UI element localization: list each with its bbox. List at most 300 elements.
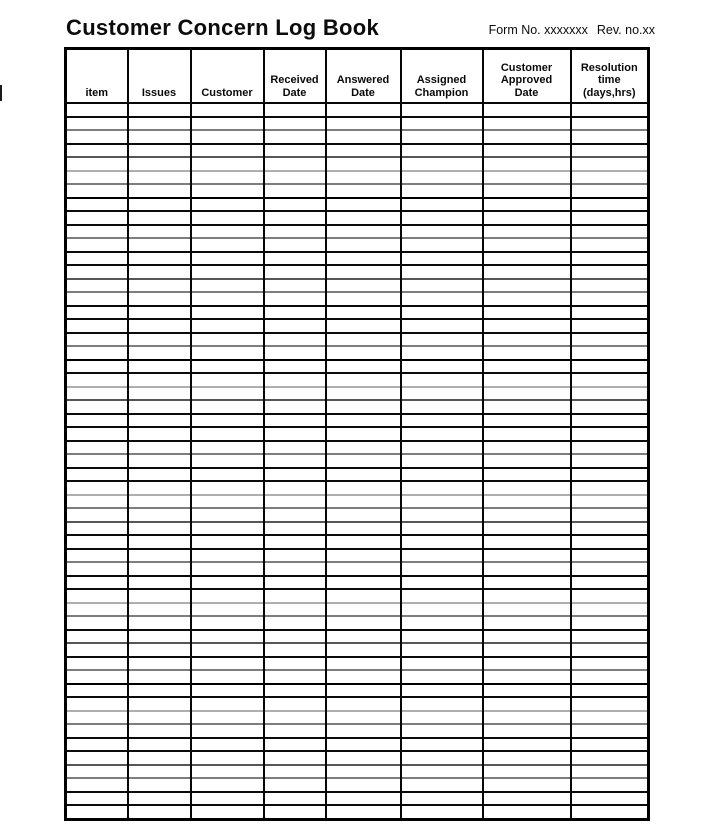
log-cell-resolution-time: [571, 252, 649, 266]
log-cell-customer: [191, 468, 264, 482]
log-cell-assigned-champion: [401, 724, 483, 738]
log-cell-issues: [128, 778, 191, 792]
revision-number: Rev. no.xx: [596, 23, 655, 37]
log-cell-item: [66, 346, 128, 360]
log-cell-resolution-time: [571, 657, 649, 671]
log-cell-item: [66, 414, 128, 428]
log-row-29: [66, 481, 649, 495]
log-row-18: [66, 333, 649, 347]
log-cell-received-date: [264, 265, 326, 279]
log-row-39: [66, 616, 649, 630]
log-cell-customer: [191, 535, 264, 549]
log-cell-customer-approved-date: [483, 238, 571, 252]
log-cell-answered-date: [326, 508, 401, 522]
log-row-14: [66, 279, 649, 293]
log-cell-answered-date: [326, 805, 401, 819]
column-header-line: Assigned: [416, 74, 467, 86]
log-cell-customer: [191, 360, 264, 374]
log-cell-resolution-time: [571, 333, 649, 347]
log-cell-customer: [191, 238, 264, 252]
log-cell-issues: [128, 751, 191, 765]
column-header-answered-date: [326, 49, 401, 104]
log-cell-customer-approved-date: [483, 400, 571, 414]
log-cell-customer-approved-date: [483, 427, 571, 441]
log-row-50: [66, 765, 649, 779]
log-cell-item: [66, 508, 128, 522]
page-title: Customer Concern Log Book: [66, 15, 380, 40]
log-cell-item: [66, 306, 128, 320]
log-cell-answered-date: [326, 724, 401, 738]
log-cell-issues: [128, 441, 191, 455]
log-row-46: [66, 711, 649, 725]
log-cell-customer: [191, 441, 264, 455]
log-cell-issues: [128, 306, 191, 320]
log-cell-answered-date: [326, 643, 401, 657]
log-cell-received-date: [264, 346, 326, 360]
log-cell-issues: [128, 252, 191, 266]
log-cell-answered-date: [326, 657, 401, 671]
log-cell-customer: [191, 171, 264, 185]
log-cell-customer: [191, 400, 264, 414]
log-cell-customer-approved-date: [483, 373, 571, 387]
log-cell-answered-date: [326, 292, 401, 306]
log-cell-resolution-time: [571, 414, 649, 428]
log-cell-assigned-champion: [401, 157, 483, 171]
log-cell-issues: [128, 549, 191, 563]
log-row-48: [66, 738, 649, 752]
log-cell-assigned-champion: [401, 684, 483, 698]
log-cell-resolution-time: [571, 198, 649, 212]
column-header-line: Approved: [500, 74, 553, 86]
log-cell-received-date: [264, 306, 326, 320]
log-cell-item: [66, 265, 128, 279]
log-cell-resolution-time: [571, 792, 649, 806]
log-cell-issues: [128, 711, 191, 725]
log-cell-item: [66, 724, 128, 738]
log-cell-item: [66, 576, 128, 590]
log-cell-resolution-time: [571, 643, 649, 657]
log-cell-item: [66, 670, 128, 684]
log-cell-resolution-time: [571, 616, 649, 630]
log-cell-answered-date: [326, 468, 401, 482]
log-cell-answered-date: [326, 171, 401, 185]
log-row-52: [66, 792, 649, 806]
log-cell-customer-approved-date: [483, 616, 571, 630]
log-cell-received-date: [264, 238, 326, 252]
log-cell-answered-date: [326, 711, 401, 725]
log-row-53: [66, 805, 649, 819]
log-cell-assigned-champion: [401, 643, 483, 657]
log-cell-answered-date: [326, 117, 401, 131]
log-cell-item: [66, 211, 128, 225]
log-cell-answered-date: [326, 481, 401, 495]
log-cell-customer-approved-date: [483, 387, 571, 401]
log-cell-assigned-champion: [401, 751, 483, 765]
log-cell-customer: [191, 589, 264, 603]
log-cell-customer-approved-date: [483, 522, 571, 536]
log-cell-received-date: [264, 576, 326, 590]
log-cell-customer: [191, 211, 264, 225]
log-cell-assigned-champion: [401, 481, 483, 495]
log-row-45: [66, 697, 649, 711]
log-cell-item: [66, 684, 128, 698]
log-cell-received-date: [264, 481, 326, 495]
log-cell-answered-date: [326, 414, 401, 428]
log-cell-assigned-champion: [401, 792, 483, 806]
log-cell-answered-date: [326, 454, 401, 468]
log-cell-customer-approved-date: [483, 468, 571, 482]
log-cell-customer-approved-date: [483, 103, 571, 117]
log-cell-customer-approved-date: [483, 306, 571, 320]
log-cell-received-date: [264, 373, 326, 387]
log-cell-issues: [128, 279, 191, 293]
log-cell-item: [66, 157, 128, 171]
log-cell-resolution-time: [571, 778, 649, 792]
log-cell-customer: [191, 225, 264, 239]
log-cell-answered-date: [326, 670, 401, 684]
log-cell-received-date: [264, 751, 326, 765]
column-header-customer-approved-date: [483, 49, 571, 104]
column-header-line: Champion: [414, 86, 469, 99]
log-row-37: [66, 589, 649, 603]
log-cell-received-date: [264, 738, 326, 752]
log-cell-customer-approved-date: [483, 643, 571, 657]
log-cell-customer-approved-date: [483, 670, 571, 684]
log-row-34: [66, 549, 649, 563]
log-cell-received-date: [264, 198, 326, 212]
log-cell-issues: [128, 495, 191, 509]
log-cell-item: [66, 292, 128, 306]
log-cell-customer: [191, 670, 264, 684]
column-header-line: (days,hrs): [582, 86, 636, 99]
log-cell-resolution-time: [571, 387, 649, 401]
log-row-31: [66, 508, 649, 522]
log-cell-answered-date: [326, 279, 401, 293]
log-cell-resolution-time: [571, 319, 649, 333]
log-row-6: [66, 171, 649, 185]
log-cell-customer-approved-date: [483, 697, 571, 711]
log-cell-customer-approved-date: [483, 117, 571, 131]
log-cell-resolution-time: [571, 589, 649, 603]
log-cell-item: [66, 711, 128, 725]
log-cell-item: [66, 117, 128, 131]
log-cell-customer: [191, 508, 264, 522]
log-cell-received-date: [264, 589, 326, 603]
log-row-1: [66, 103, 649, 117]
log-cell-resolution-time: [571, 157, 649, 171]
log-cell-resolution-time: [571, 751, 649, 765]
log-cell-customer-approved-date: [483, 171, 571, 185]
log-cell-customer-approved-date: [483, 481, 571, 495]
log-cell-received-date: [264, 333, 326, 347]
log-cell-item: [66, 603, 128, 617]
log-cell-customer-approved-date: [483, 157, 571, 171]
log-cell-item: [66, 765, 128, 779]
log-cell-resolution-time: [571, 279, 649, 293]
log-cell-issues: [128, 765, 191, 779]
log-cell-assigned-champion: [401, 630, 483, 644]
log-row-11: [66, 238, 649, 252]
log-cell-received-date: [264, 697, 326, 711]
log-cell-received-date: [264, 711, 326, 725]
log-cell-issues: [128, 643, 191, 657]
log-cell-customer: [191, 454, 264, 468]
log-cell-issues: [128, 630, 191, 644]
column-header-line: item: [85, 86, 109, 99]
column-header-line: time: [597, 74, 621, 86]
log-cell-customer: [191, 184, 264, 198]
log-cell-answered-date: [326, 778, 401, 792]
log-cell-assigned-champion: [401, 657, 483, 671]
log-cell-resolution-time: [571, 306, 649, 320]
log-cell-item: [66, 778, 128, 792]
column-header-customer: [191, 49, 264, 104]
log-cell-assigned-champion: [401, 252, 483, 266]
log-cell-customer: [191, 117, 264, 131]
log-cell-item: [66, 657, 128, 671]
log-cell-received-date: [264, 535, 326, 549]
log-cell-received-date: [264, 778, 326, 792]
log-cell-received-date: [264, 616, 326, 630]
log-cell-item: [66, 184, 128, 198]
log-cell-customer: [191, 279, 264, 293]
log-cell-item: [66, 792, 128, 806]
log-cell-answered-date: [326, 184, 401, 198]
log-cell-answered-date: [326, 360, 401, 374]
log-cell-item: [66, 333, 128, 347]
log-cell-answered-date: [326, 589, 401, 603]
log-cell-customer-approved-date: [483, 724, 571, 738]
log-cell-item: [66, 279, 128, 293]
log-cell-customer-approved-date: [483, 603, 571, 617]
column-header-line: Issues: [141, 86, 177, 99]
log-cell-item: [66, 643, 128, 657]
log-cell-customer-approved-date: [483, 211, 571, 225]
log-cell-item: [66, 616, 128, 630]
column-header-line: Customer: [201, 86, 253, 99]
log-row-36: [66, 576, 649, 590]
log-cell-resolution-time: [571, 630, 649, 644]
log-cell-customer: [191, 414, 264, 428]
log-cell-customer: [191, 333, 264, 347]
log-cell-assigned-champion: [401, 306, 483, 320]
log-row-10: [66, 225, 649, 239]
log-row-38: [66, 603, 649, 617]
log-cell-issues: [128, 171, 191, 185]
log-row-33: [66, 535, 649, 549]
log-cell-resolution-time: [571, 481, 649, 495]
log-cell-answered-date: [326, 603, 401, 617]
log-cell-answered-date: [326, 373, 401, 387]
log-cell-customer-approved-date: [483, 751, 571, 765]
log-cell-issues: [128, 805, 191, 819]
log-cell-issues: [128, 670, 191, 684]
log-cell-customer: [191, 724, 264, 738]
log-cell-issues: [128, 238, 191, 252]
log-cell-assigned-champion: [401, 778, 483, 792]
log-row-27: [66, 454, 649, 468]
log-cell-answered-date: [326, 333, 401, 347]
log-row-12: [66, 252, 649, 266]
log-cell-issues: [128, 184, 191, 198]
log-cell-received-date: [264, 562, 326, 576]
log-cell-resolution-time: [571, 697, 649, 711]
column-header-issues: [128, 49, 191, 104]
log-cell-customer-approved-date: [483, 711, 571, 725]
log-cell-assigned-champion: [401, 576, 483, 590]
log-cell-customer-approved-date: [483, 562, 571, 576]
log-row-7: [66, 184, 649, 198]
log-cell-item: [66, 387, 128, 401]
log-cell-item: [66, 549, 128, 563]
log-cell-received-date: [264, 211, 326, 225]
column-header-line: Date: [351, 86, 375, 99]
log-cell-item: [66, 738, 128, 752]
log-cell-assigned-champion: [401, 468, 483, 482]
log-cell-received-date: [264, 387, 326, 401]
log-cell-resolution-time: [571, 117, 649, 131]
column-header-assigned-champion: [401, 49, 483, 104]
log-cell-resolution-time: [571, 711, 649, 725]
log-cell-resolution-time: [571, 576, 649, 590]
log-cell-issues: [128, 360, 191, 374]
column-header-resolution-time: [571, 49, 649, 104]
log-cell-issues: [128, 603, 191, 617]
form-meta: [489, 23, 655, 37]
log-cell-customer-approved-date: [483, 184, 571, 198]
column-header-line: Resolution: [580, 61, 638, 74]
column-header-item: [66, 49, 128, 104]
log-cell-customer: [191, 616, 264, 630]
log-row-8: [66, 198, 649, 212]
log-cell-item: [66, 373, 128, 387]
log-cell-answered-date: [326, 130, 401, 144]
log-cell-customer: [191, 103, 264, 117]
log-cell-issues: [128, 265, 191, 279]
log-cell-item: [66, 198, 128, 212]
log-cell-item: [66, 144, 128, 158]
log-cell-assigned-champion: [401, 522, 483, 536]
log-cell-issues: [128, 697, 191, 711]
log-cell-issues: [128, 508, 191, 522]
log-cell-resolution-time: [571, 346, 649, 360]
log-cell-customer: [191, 481, 264, 495]
log-cell-issues: [128, 144, 191, 158]
log-cell-resolution-time: [571, 144, 649, 158]
log-cell-item: [66, 252, 128, 266]
log-cell-customer: [191, 130, 264, 144]
log-cell-assigned-champion: [401, 225, 483, 239]
log-cell-assigned-champion: [401, 616, 483, 630]
log-cell-received-date: [264, 441, 326, 455]
log-cell-issues: [128, 103, 191, 117]
log-cell-resolution-time: [571, 211, 649, 225]
log-cell-answered-date: [326, 211, 401, 225]
log-cell-customer-approved-date: [483, 198, 571, 212]
log-cell-resolution-time: [571, 184, 649, 198]
log-cell-customer: [191, 346, 264, 360]
log-cell-item: [66, 427, 128, 441]
log-cell-assigned-champion: [401, 765, 483, 779]
column-header-line: Answered: [336, 74, 390, 86]
log-cell-assigned-champion: [401, 103, 483, 117]
log-cell-customer-approved-date: [483, 454, 571, 468]
log-cell-resolution-time: [571, 225, 649, 239]
log-cell-customer-approved-date: [483, 360, 571, 374]
log-cell-customer: [191, 319, 264, 333]
log-cell-assigned-champion: [401, 238, 483, 252]
log-cell-answered-date: [326, 238, 401, 252]
log-cell-answered-date: [326, 751, 401, 765]
log-cell-customer-approved-date: [483, 414, 571, 428]
log-cell-issues: [128, 589, 191, 603]
log-cell-answered-date: [326, 400, 401, 414]
log-row-24: [66, 414, 649, 428]
log-row-17: [66, 319, 649, 333]
log-cell-item: [66, 481, 128, 495]
log-cell-customer-approved-date: [483, 630, 571, 644]
log-cell-issues: [128, 562, 191, 576]
log-cell-item: [66, 454, 128, 468]
log-cell-received-date: [264, 427, 326, 441]
log-cell-issues: [128, 481, 191, 495]
log-cell-received-date: [264, 508, 326, 522]
log-row-49: [66, 751, 649, 765]
log-cell-item: [66, 697, 128, 711]
log-cell-customer: [191, 805, 264, 819]
log-cell-resolution-time: [571, 360, 649, 374]
log-cell-received-date: [264, 144, 326, 158]
log-cell-answered-date: [326, 265, 401, 279]
log-cell-item: [66, 441, 128, 455]
log-row-41: [66, 643, 649, 657]
log-cell-customer: [191, 778, 264, 792]
log-cell-received-date: [264, 643, 326, 657]
log-row-30: [66, 495, 649, 509]
log-cell-customer-approved-date: [483, 225, 571, 239]
log-row-42: [66, 657, 649, 671]
log-cell-resolution-time: [571, 738, 649, 752]
log-row-23: [66, 400, 649, 414]
log-cell-received-date: [264, 360, 326, 374]
log-cell-customer-approved-date: [483, 265, 571, 279]
log-cell-received-date: [264, 805, 326, 819]
log-cell-resolution-time: [571, 549, 649, 563]
log-cell-answered-date: [326, 697, 401, 711]
log-cell-customer-approved-date: [483, 684, 571, 698]
log-cell-received-date: [264, 319, 326, 333]
column-header-line: Date: [514, 86, 539, 99]
log-cell-issues: [128, 738, 191, 752]
log-cell-issues: [128, 333, 191, 347]
log-cell-resolution-time: [571, 508, 649, 522]
log-cell-customer-approved-date: [483, 805, 571, 819]
log-cell-issues: [128, 387, 191, 401]
log-cell-answered-date: [326, 549, 401, 563]
log-row-9: [66, 211, 649, 225]
log-cell-issues: [128, 414, 191, 428]
log-cell-issues: [128, 292, 191, 306]
log-cell-received-date: [264, 603, 326, 617]
log-cell-received-date: [264, 292, 326, 306]
log-cell-resolution-time: [571, 373, 649, 387]
log-cell-received-date: [264, 765, 326, 779]
log-cell-item: [66, 495, 128, 509]
log-cell-customer: [191, 792, 264, 806]
log-cell-customer: [191, 549, 264, 563]
log-cell-issues: [128, 522, 191, 536]
log-cell-answered-date: [326, 319, 401, 333]
